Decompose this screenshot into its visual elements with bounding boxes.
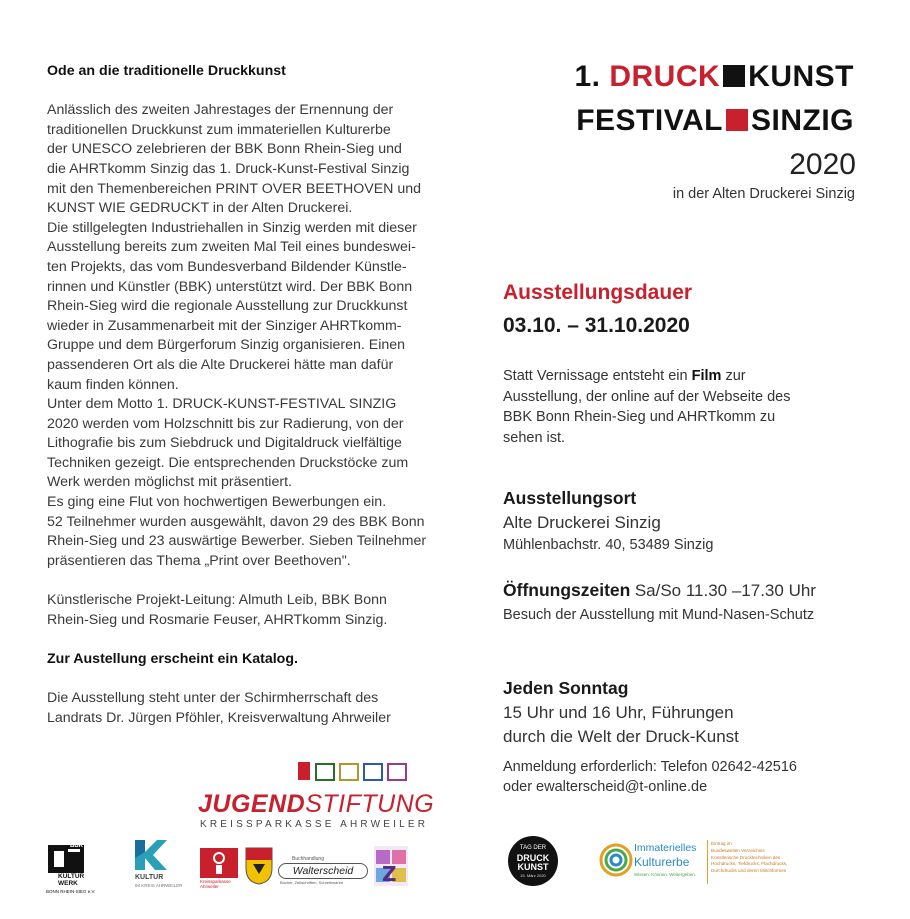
body-line: Ausstellung bereits zum zweiten Mal Teil eines bundeswei- [47,239,416,256]
jugendstiftung-name [198,790,434,819]
patron-line: Die Ausstellung steht unter der Schirmherrschaft des [47,690,379,706]
jugendstiftung-logo [198,758,435,830]
buchhandlung-top: Buchhandlung [292,856,324,862]
red-square-icon [726,109,748,131]
sonntag-line2: durch die Welt der Druck-Kunst [503,727,739,746]
body-line: Gruppe und dem Bürgerforum Sinzig organisieren. Einen [47,337,406,354]
body-line: 2020 werden vom Holzschnitt bis zur Radierung, von der [47,415,404,432]
kreissparkasse-name: Kreissparkasse Ahrweiler [200,879,231,889]
body-line: Lithografie bis zum Siebdruck und Digitaldruck vielfältige [47,435,402,452]
tag-line4: 15. März 2020 [520,873,546,878]
left-patron [47,689,447,728]
body-line: mit den Themenbereichen PRINT OVER BEETHOVEN und [47,180,422,197]
eintrag-line: Hochdrucks, Tiefdrucks, Flachdrucks, [711,861,788,867]
anmeldung-line1: Anmeldung erforderlich: Telefon 02642-42516 [503,759,797,775]
left-heading: Ode an die traditionelle Druckkunst [47,63,286,79]
body-line: Die stillgelegten Industriehallen in Sinzig werden mit dieser [47,219,417,236]
eintrag-line: Künstlerische Drucktechniken des [711,854,781,860]
kultur-sub: IM KREIS AHRWEILER [135,883,183,888]
dauer-heading: Ausstellungsdauer [503,281,693,304]
left-column [47,62,447,728]
coat-of-arms-icon [244,846,274,886]
eintrag-line: Bundesweiten Verzeichnis [711,847,765,853]
sonntag-line1: 15 Uhr und 16 Uhr, Führungen [503,703,734,722]
svg-text:Z: Z [382,862,397,886]
tag-der-druckkunst-logo [508,836,558,886]
title-kunst: KUNST [748,60,854,93]
body-line: passenderen Ort als die Alte Druckerei hätte man dafür [47,356,394,373]
body-line: kaum finden können. [47,376,179,393]
credit-line: Rhein-Sieg und Rosmarie Feuser, AHRTkomm Sinzig. [47,611,388,628]
sparkasse-icon [298,762,310,780]
body-line: Werk werden möglichst mit präsentiert. [47,474,292,491]
film-note [503,366,791,448]
kultur-ahrweiler-logo [133,838,181,896]
eintrag-text [711,841,787,875]
music-icon [340,764,358,780]
title-druck: DRUCK [609,60,721,93]
catalog-note: Zur Austellung erscheint ein Katalog. [47,650,298,667]
bbk-label: BBK [70,843,83,849]
body-line: ten Projekts, das vom Bundesverband Bildender Künstle- [47,258,407,275]
eintrag-line: Durchdrucks und deren Mischformen [711,868,787,874]
body-line: Rhein-Sieg wird die regionale Ausstellung zur Druckkunst [47,298,408,315]
sparkasse-block-icon [200,848,238,878]
patron-line: Landrats Dr. Jürgen Pföhler, Kreisverwaltung Ahrweiler [47,709,391,726]
title-prefix: 1. [574,60,610,93]
body-line: die AHRTkomm Sinzig das 1. Druck-Kunst-Festival Sinzig [47,160,410,177]
kulturwerk-logo [46,843,96,895]
body-line: Es ging eine Flut von hochwertigen Bewerbungen ein. [47,494,387,511]
body-line: traditionellen Druckkunst zum immateriellen Kulturerbe [47,121,391,138]
black-square-icon [723,65,745,87]
body-line: Rhein-Sieg und 23 auswärtige Bewerber. Sieben Teilnehmer [47,533,427,550]
zeiten-note: Besuch der Ausstellung mit Mund-Nasen-Schutz [503,607,815,623]
body-line: Unter dem Motto 1. DRUCK-KUNST-FESTIVAL SINZIG [47,396,397,413]
jugendstiftung-sub: KREISSPARKASSE AHRWEILER [200,819,429,830]
sonntag-heading: Jeden Sonntag [503,678,629,698]
title-year: 2020 [789,148,856,181]
buchhandlung-sub: Bücher, Zeitschriften, Schreibwaren [280,880,344,885]
body-line: wieder in Zusammenarbeit mit der Sinziger AHRTkomm- [47,317,402,334]
kultur-k-icon [133,838,169,872]
left-body [47,101,447,571]
kultur-name: KULTUR [135,874,164,881]
kreissparkasse-logo [200,848,238,892]
film-text: zur [721,368,746,384]
anmeldung-line2: oder ewalterscheid@t-online.de [503,779,708,795]
ort-heading: Ausstellungsort [503,488,637,508]
left-credits [47,591,447,630]
sponsor-icons [198,758,412,788]
eintrag-line: Eintrag im [711,841,732,846]
title-line-1 [574,60,854,94]
kulturwerk-sub: BONN RHEIN-SIEG e.V. [46,889,96,894]
body-line: der UNESCO zelebrieren der BBK Bonn Rhein-Sieg und [47,141,402,158]
film-text: sehen ist. [503,429,566,446]
film-text: Statt Vernissage entsteht ein [503,368,692,384]
body-line: KUNST WIE GEDRUCKT in der Alten Druckerei. [47,200,353,217]
film-text: BBK Bonn Rhein-Sieg und AHRTkomm zu [503,409,776,425]
buchhandlung-name: Walterscheid [278,863,368,879]
body-line: Anlässlich des zweiten Jahrestages der Ernennung der [47,102,394,119]
film-keyword: Film [691,368,722,384]
immaterielles-kulturerbe-logo [598,838,708,888]
tag-line3: KUNST [517,862,549,872]
film-line [503,407,791,428]
body-line: rinnen und Künstler (BBK) unterstützt wird. Der BBK Bonn [47,278,413,295]
zeiten-value: Sa/So 11.30 –17.30 Uhr [634,581,816,600]
zeiten-row [503,580,816,601]
stiftung-text: STIFTUNG [305,790,435,818]
colorful-z-logo-icon [374,846,408,886]
body-line: 52 Teilnehmer wurden ausgewählt, davon 29 des BBK Bonn [47,513,425,530]
film-line [503,428,791,449]
immateriell-line1: Immaterielles [634,842,697,854]
kulturerbe-swirl-icon [598,840,634,880]
dauer-dates: 03.10. – 31.10.2020 [503,314,690,337]
sport-icon [364,764,382,780]
title-line-2 [576,104,854,138]
immateriell-sub: Wissen. Können. Weitergeben. [634,872,696,877]
body-line: Techniken gezeigt. Die entsprechenden Druckstöcke zum [47,454,409,471]
immateriell-line2: Kulturerbe [634,855,690,869]
title-festival: FESTIVAL [576,104,723,137]
art-icon [316,764,334,780]
film-line [503,387,791,408]
title-location: in der Alten Druckerei Sinzig [672,186,855,202]
ort-name: Alte Druckerei Sinzig [503,513,661,532]
title-sinzig: SINZIG [750,104,854,137]
film-text: Ausstellung, der online auf der Webseite des [503,388,791,405]
tag-line1: TAG DER [519,845,547,851]
zeiten-heading: Öffnungszeiten [503,580,631,600]
film-line [503,366,791,387]
ort-address: Mühlenbachstr. 40, 53489 Sinzig [503,537,714,553]
body-line: präsentieren das Thema „Print over Beethoven". [47,552,351,569]
tag-line2: DRUCK [516,853,550,863]
credit-line: Künstlerische Projekt-Leitung: Almuth Leib, BBK Bonn [47,592,387,609]
jugend-text: JUGEND [198,790,306,818]
social-icon [388,764,406,780]
eintrag-divider [707,840,708,884]
kulturwerk-name: KULTUR WERK [58,873,85,887]
buchhandlung-logo [278,856,370,890]
